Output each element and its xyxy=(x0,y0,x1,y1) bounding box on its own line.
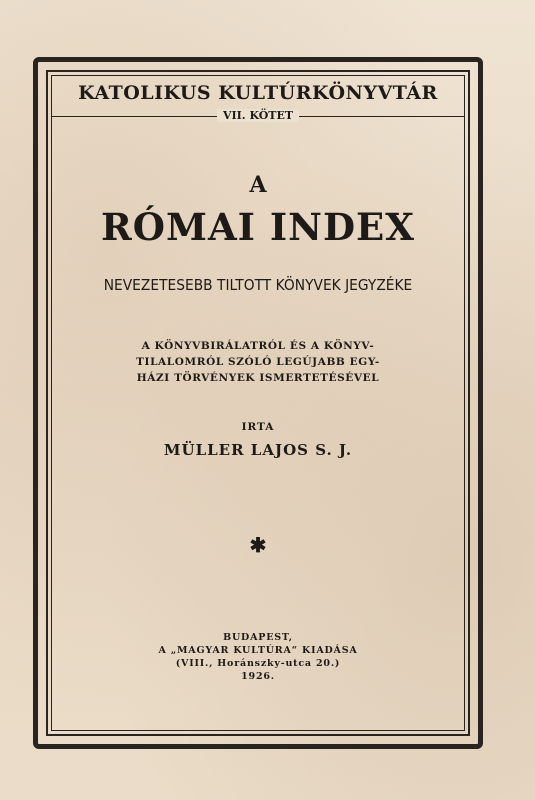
title-article: A xyxy=(249,172,267,198)
imprint xyxy=(51,631,465,683)
volume-text: VII. KÖTET xyxy=(217,109,299,122)
description-line: HÁZI TÖRVÉNYEK ISMERTETÉSÉVEL xyxy=(136,372,380,384)
author-name: MÜLLER LAJOS S. J. xyxy=(163,441,353,459)
asterisk-ornament-icon: ✱ xyxy=(249,533,267,557)
book-subtitle: NEVEZETESEBB TILTOTT KÖNYVEK JEGYZÉKE xyxy=(103,276,413,294)
description-line: A KÖNYVBIRÁLATRÓL ÉS A KÖNYV- xyxy=(141,340,375,352)
by-label: IRTA xyxy=(241,421,275,433)
book-title: RÓMAI INDEX xyxy=(101,205,415,249)
imprint-address: (VIII., Horánszky-utca 20.) xyxy=(175,658,341,669)
description-line: TILALOMRÓL SZÓLÓ LEGÚJABB EGY- xyxy=(136,356,380,368)
description xyxy=(76,338,440,386)
volume-label xyxy=(51,109,465,122)
imprint-year: 1926. xyxy=(241,671,275,682)
series-title: KATOLIKUS KULTÚRKÖNYVTÁR xyxy=(78,82,438,104)
imprint-publisher: A „MAGYAR KULTÚRA“ KIADÁSA xyxy=(158,645,358,656)
imprint-city: BUDAPEST, xyxy=(223,632,293,643)
